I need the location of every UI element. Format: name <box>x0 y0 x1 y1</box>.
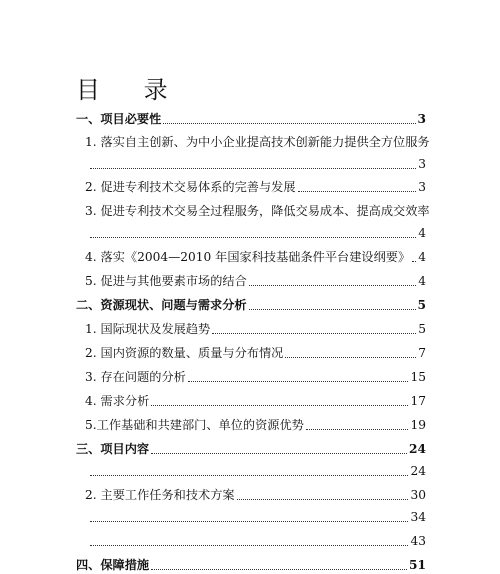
toc-page-number: 24 <box>410 464 426 478</box>
toc-page-number: 3 <box>418 157 426 171</box>
toc-leader-dots <box>90 534 408 546</box>
toc-entry[interactable] <box>0 416 500 434</box>
toc-page-number: 3 <box>417 112 426 126</box>
toc-page-number: 4 <box>418 274 426 288</box>
toc-entry-text: 2. 国内资源的数量、质量与分布情况 <box>85 346 284 360</box>
toc-entry[interactable] <box>0 248 500 266</box>
toc-leader-dots <box>90 464 408 476</box>
toc-leader-dots <box>249 274 416 286</box>
toc-page-number: 51 <box>409 558 426 572</box>
toc-entry-text: 4. 需求分析 <box>85 394 150 408</box>
toc-entry-text: 5. 促进与其他要素市场的结合 <box>85 274 247 288</box>
toc-leader-dots <box>412 250 416 262</box>
toc-page-number: 4 <box>418 226 426 240</box>
toc-leader-dots <box>90 157 416 169</box>
toc-page-number: 34 <box>410 510 426 524</box>
toc-entry[interactable] <box>0 392 500 410</box>
toc-entry[interactable] <box>0 133 500 179</box>
toc-page-number: 5 <box>417 298 426 312</box>
toc-page-number: 7 <box>418 346 426 360</box>
toc-leader-dots <box>90 226 416 238</box>
toc-entry-text: 一、项目必要性 <box>76 112 162 126</box>
toc-entry[interactable] <box>0 508 500 526</box>
toc-leader-dots <box>237 488 409 500</box>
toc-entry[interactable] <box>0 368 500 386</box>
toc-entry[interactable] <box>0 272 500 290</box>
toc-entry-text: 5.工作基础和共建部门、单位的资源优势 <box>85 418 304 432</box>
toc-entry[interactable] <box>0 320 500 338</box>
toc-leader-dots <box>306 418 409 430</box>
toc-entry-text: 2. 促进专利技术交易体系的完善与发展 <box>85 180 296 194</box>
toc-leader-dots <box>90 510 408 522</box>
toc-entry[interactable] <box>0 110 500 128</box>
toc-entry-text: 4. 落实《2004—2010 年国家科技基础条件平台建设纲要》 <box>85 250 411 264</box>
toc-entry-text: 3. 存在问题的分析 <box>85 370 186 384</box>
toc-page-number: 19 <box>410 418 426 432</box>
toc-entry[interactable] <box>0 440 500 458</box>
toc-entry-text: 3. 促进专利技术交易全过程服务，降低交易成本、提高成交效率 <box>85 204 430 218</box>
toc-entry[interactable] <box>0 344 500 362</box>
toc-leader-dots <box>151 558 407 570</box>
toc-entry[interactable] <box>0 556 500 574</box>
toc-page-number: 3 <box>418 180 426 194</box>
toc-leader-dots <box>151 442 407 454</box>
toc-entry-text: 四、保障措施 <box>76 558 150 572</box>
toc-entry-text: 2. 主要工作任务和技术方案 <box>85 488 235 502</box>
toc-entry[interactable] <box>0 296 500 314</box>
toc-entry-text: 1. 落实自主创新、为中小企业提高技术创新能力提供全方位服务 <box>85 135 430 149</box>
toc-entry-text: 三、项目内容 <box>76 442 150 456</box>
toc-entry[interactable] <box>0 178 500 196</box>
toc-leader-dots <box>249 298 416 310</box>
toc-entry-text: 二、资源现状、问题与需求分析 <box>76 298 247 312</box>
toc-entry-text: 1. 国际现状及发展趋势 <box>85 322 211 336</box>
toc-page-number: 15 <box>410 370 426 384</box>
toc-entry[interactable] <box>0 202 500 248</box>
toc-page-number: 4 <box>418 250 426 264</box>
toc-page-number: 43 <box>410 534 426 548</box>
toc-leader-dots <box>163 112 415 124</box>
toc-leader-dots <box>298 180 417 192</box>
toc-page-number: 17 <box>410 394 426 408</box>
toc-page-number: 24 <box>409 442 426 456</box>
toc-leader-dots <box>285 346 416 358</box>
toc-page-number: 30 <box>410 488 426 502</box>
toc-entry[interactable] <box>0 532 500 550</box>
toc-leader-dots <box>151 394 408 406</box>
toc-leader-dots <box>188 370 409 382</box>
toc-title: 目 录 <box>76 76 186 104</box>
toc-page-number: 5 <box>418 322 426 336</box>
toc-entry[interactable] <box>0 486 500 504</box>
toc-entry[interactable] <box>0 462 500 480</box>
toc-leader-dots <box>212 322 416 334</box>
